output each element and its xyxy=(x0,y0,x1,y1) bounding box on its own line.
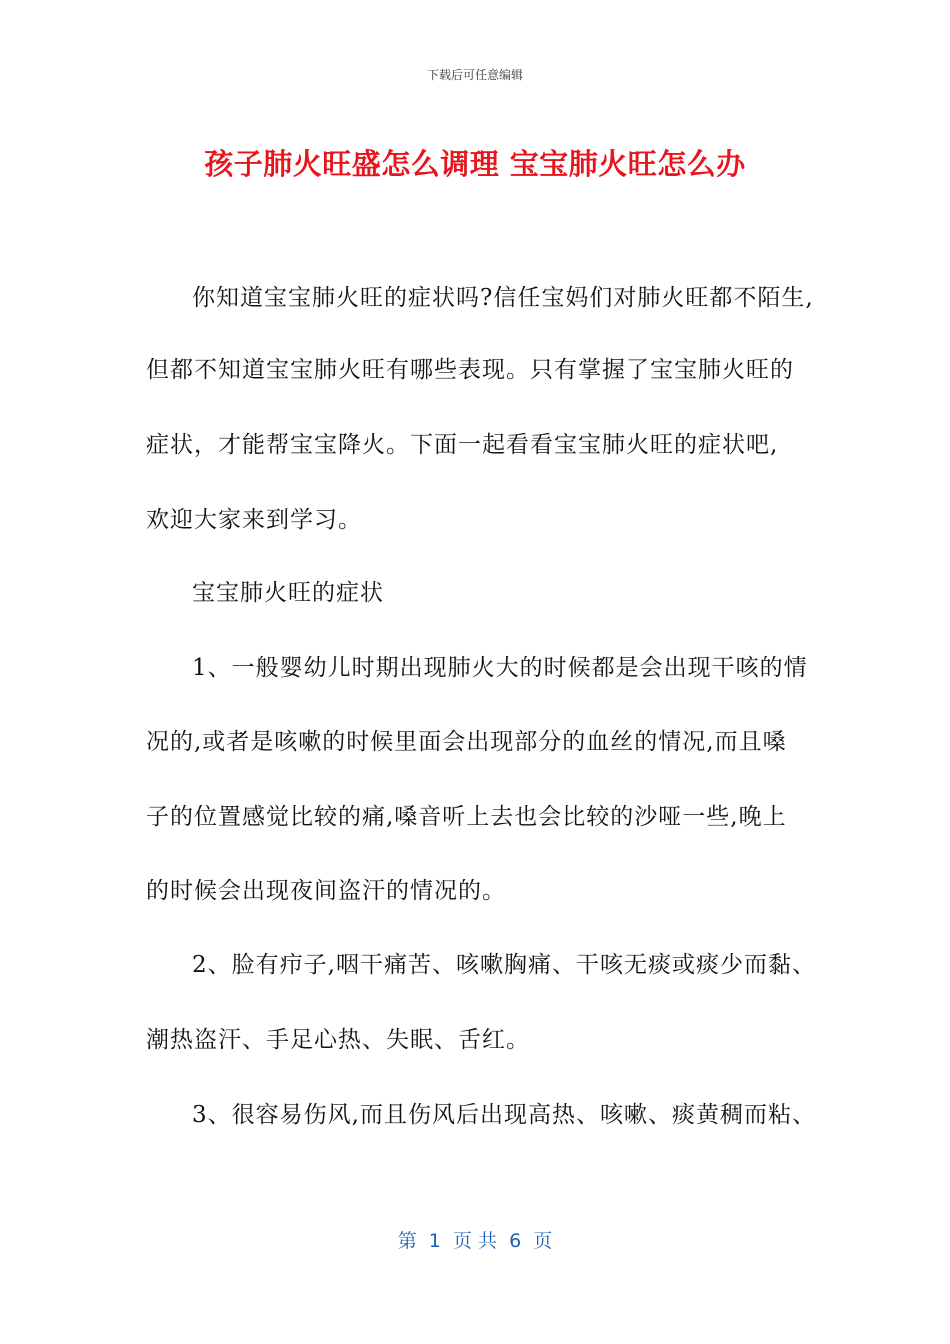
section-heading: 宝宝肺火旺的症状 xyxy=(192,580,384,606)
paragraph-line: 3、很容易伤风,而且伤风后出现高热、咳嗽、痰黄稠而粘、 xyxy=(192,1102,816,1128)
paragraph-line: 欢迎大家来到学习。 xyxy=(146,507,362,533)
paragraph-line: 症状，才能帮宝宝降火。下面一起看看宝宝肺火旺的症状吧, xyxy=(146,432,779,458)
paragraph-line: 况的,或者是咳嗽的时候里面会出现部分的血丝的情况,而且嗓 xyxy=(146,729,787,755)
paragraph-line: 但都不知道宝宝肺火旺有哪些表现。只有掌握了宝宝肺火旺的 xyxy=(146,357,794,383)
paragraph-line: 1、一般婴幼儿时期出现肺火大的时候都是会出现干咳的情 xyxy=(192,655,808,681)
paragraph-line: 你知道宝宝肺火旺的症状吗?信任宝妈们对肺火旺都不陌生, xyxy=(192,285,814,311)
paragraph-line: 潮热盗汗、手足心热、失眠、舌红。 xyxy=(146,1027,530,1053)
paragraph-line: 子的位置感觉比较的痛,嗓音听上去也会比较的沙哑一些,晚上 xyxy=(146,804,787,830)
header-note: 下载后可任意编辑 xyxy=(426,68,523,82)
document-title: 孩子肺火旺盛怎么调理 宝宝肺火旺怎么办 xyxy=(204,147,746,181)
paragraph-line: 2、脸有疖子,咽干痛苦、咳嗽胸痛、干咳无痰或痰少而黏、 xyxy=(192,952,816,978)
page-footer: 第 1 页 共 6 页 xyxy=(397,1230,553,1252)
paragraph-line: 的时候会出现夜间盗汗的情况的。 xyxy=(146,878,506,904)
